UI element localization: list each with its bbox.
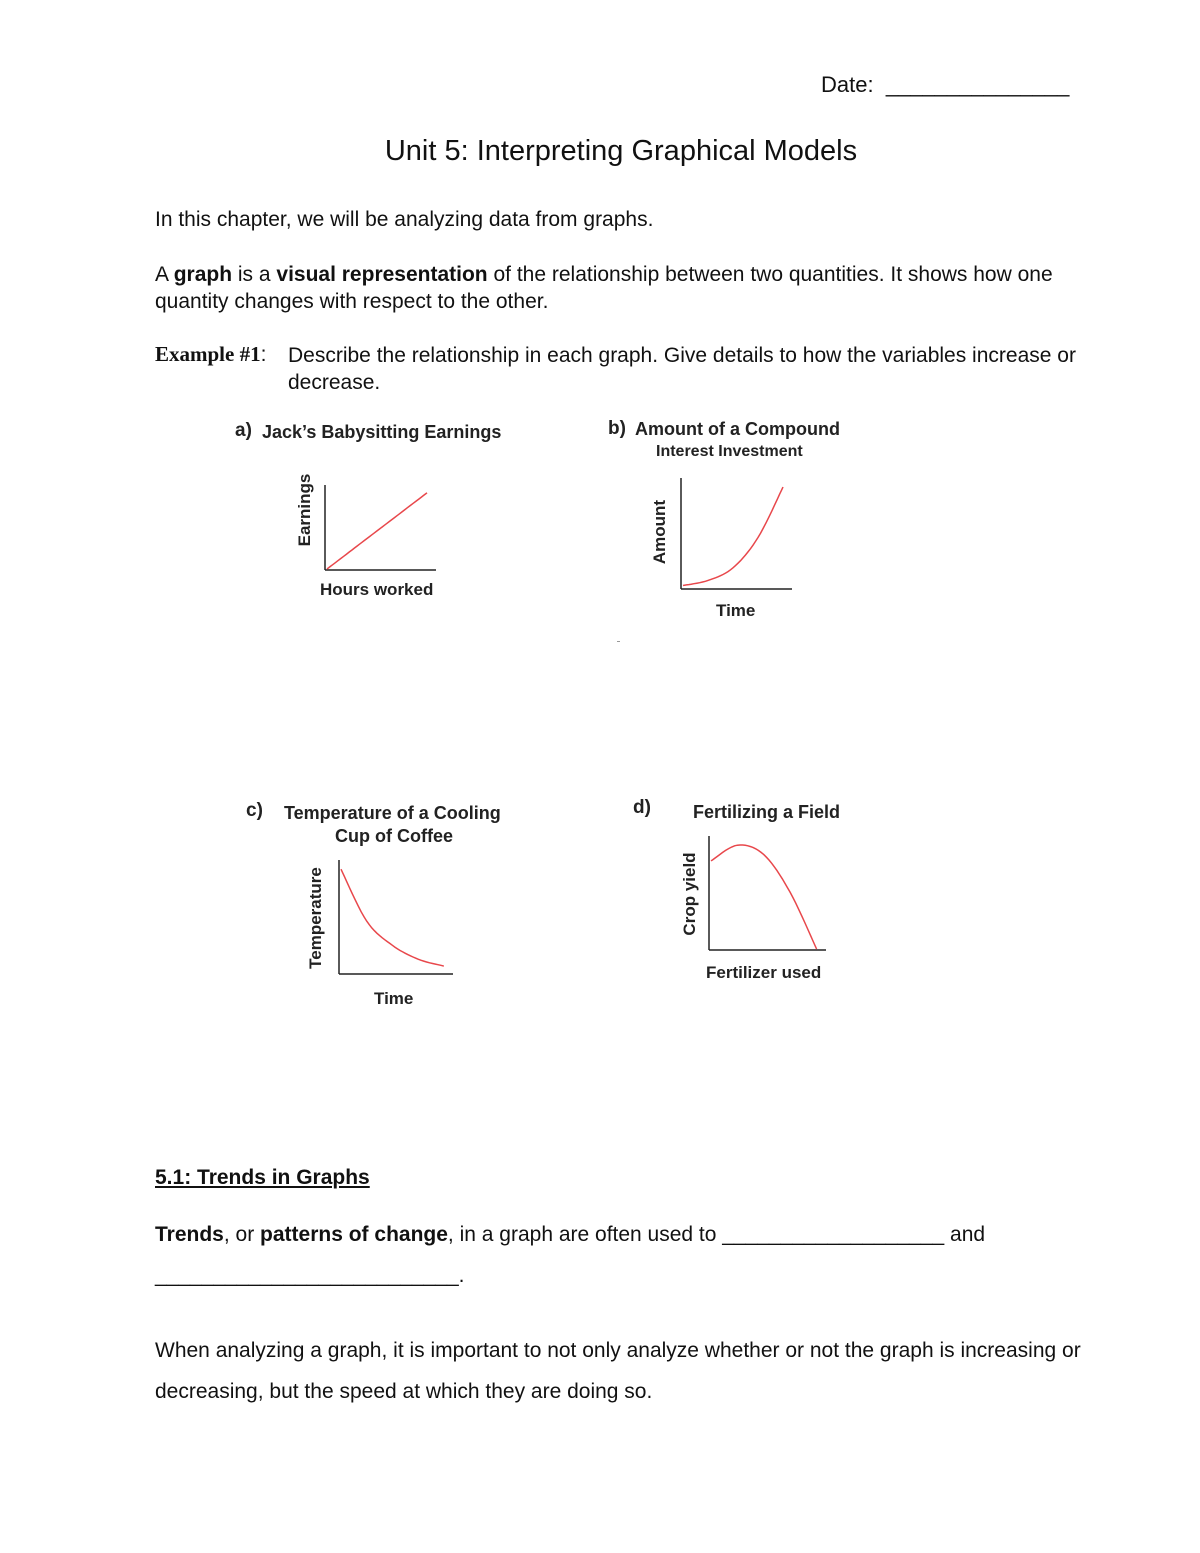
graph-title: Jack’s Babysitting Earnings	[262, 422, 502, 442]
data-line	[683, 487, 783, 586]
definition-mid: is a	[232, 263, 277, 286]
x-axis-label: Fertilizer used	[706, 963, 822, 982]
y-axis-label: Amount	[650, 499, 669, 565]
x-axis-label: Time	[374, 989, 414, 1008]
chart-plot	[708, 836, 826, 951]
term-trends: Trends	[155, 1223, 224, 1246]
intro-text: In this chapter, we will be analyzing data from graphs.	[155, 208, 654, 231]
data-line	[341, 869, 444, 966]
y-axis-label: Temperature	[306, 867, 325, 969]
chart-plot	[680, 478, 792, 590]
section-heading: 5.1: Trends in Graphs	[155, 1166, 370, 1189]
data-line	[711, 845, 817, 949]
example-text: Describe the relationship in each graph. Give details to how the variables increase or decrease.	[288, 344, 1076, 394]
chart-plot	[338, 860, 453, 975]
stray-mark	[617, 641, 620, 642]
term-patterns-of-change: patterns of change	[260, 1223, 448, 1246]
example-label: Example #1	[155, 342, 261, 366]
analysis-text: When analyzing a graph, it is important to not only analyze whether or not the graph is increasing or decreasing, but the speed at which they are doing so.	[155, 1339, 1081, 1403]
answer-blank: __________________________.	[155, 1264, 465, 1287]
y-axis-label: Earnings	[295, 473, 314, 547]
graph-title: Amount of a Compound	[635, 419, 840, 439]
graph-letter: c)	[246, 800, 263, 821]
graph-subtitle: Cup of Coffee	[335, 826, 453, 846]
chart-plot	[324, 485, 436, 571]
x-axis-label: Hours worked	[320, 580, 434, 599]
definition-prefix: A	[155, 263, 174, 286]
trends-text	[155, 1221, 1115, 1248]
graph-letter: d)	[633, 797, 651, 818]
trends-rest: , in a graph are often used to ___________________ and	[447, 1223, 986, 1246]
graph-letter: a)	[235, 420, 252, 441]
definition-text	[155, 261, 1085, 315]
term-visual-representation: visual representation	[276, 263, 488, 286]
graph-title: Fertilizing a Field	[693, 802, 841, 822]
data-line	[327, 493, 427, 569]
example-colon: :	[260, 343, 267, 366]
page-title: Unit 5: Interpreting Graphical Models	[384, 135, 858, 167]
graph-title: Temperature of a Cooling	[284, 803, 501, 823]
trends-mid: , or	[223, 1223, 261, 1246]
graph-subtitle: Interest Investment	[656, 443, 803, 460]
x-axis-label: Time	[716, 601, 756, 620]
graph-letter: b)	[608, 418, 626, 439]
date-field	[821, 72, 1069, 98]
example-heading	[155, 342, 266, 367]
y-axis-label: Crop yield	[680, 852, 699, 936]
date-blank: _______________	[885, 72, 1070, 97]
definition-rest: of the relationship between two quantities. It shows how one quantity changes with respect to the other.	[155, 263, 1053, 313]
term-graph: graph	[173, 263, 233, 286]
date-label: Date:	[821, 72, 874, 97]
